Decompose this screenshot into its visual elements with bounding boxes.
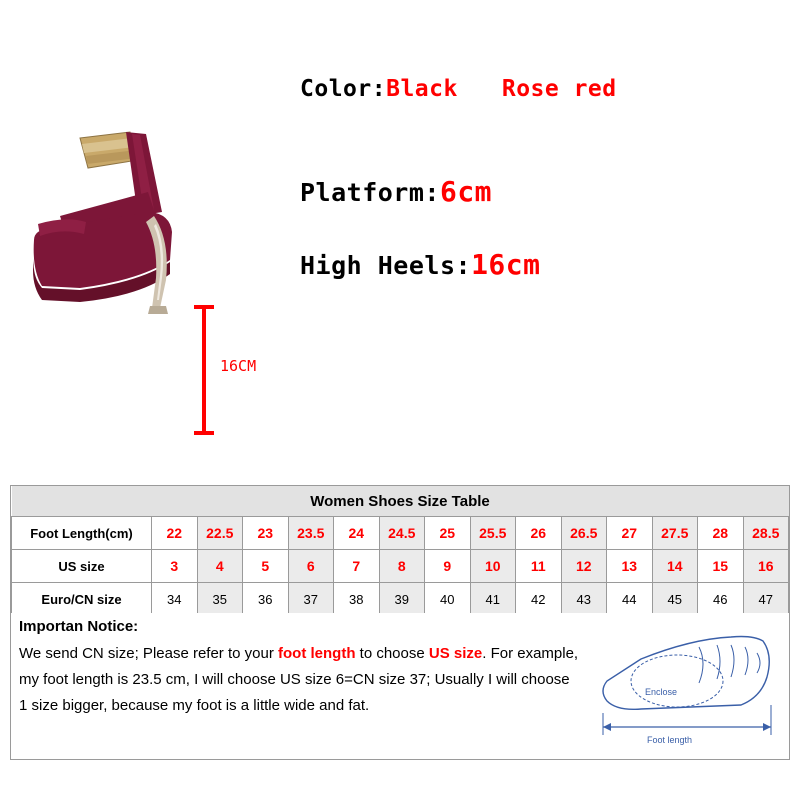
color-value-rose-red: Rose red	[501, 76, 617, 102]
important-notice	[10, 613, 790, 760]
table-title-row	[12, 486, 789, 517]
cell: 46	[698, 583, 744, 616]
cell: 27	[607, 517, 653, 550]
cell: 34	[152, 583, 198, 616]
row-header-euro-cn-size: Euro/CN size	[12, 583, 152, 616]
cell: 24	[334, 517, 380, 550]
cell: 28.5	[743, 517, 789, 550]
foot-measurement-diagram	[581, 635, 781, 753]
size-table-grid	[11, 486, 789, 616]
cell: 35	[197, 583, 243, 616]
cell: 3	[152, 550, 198, 583]
cell: 37	[288, 583, 334, 616]
color-label: Color:	[300, 76, 387, 102]
row-header-us-size: US size	[12, 550, 152, 583]
cell: 6	[288, 550, 334, 583]
notice-body	[19, 641, 619, 719]
size-table	[10, 485, 790, 617]
cell: 12	[561, 550, 607, 583]
cell: 27.5	[652, 517, 698, 550]
cell: 16	[743, 550, 789, 583]
heels-label: High Heels:	[300, 251, 472, 280]
notice-line1-part1: We send CN size; Please refer to your	[19, 645, 278, 662]
cell: 41	[470, 583, 516, 616]
cell: 14	[652, 550, 698, 583]
cell: 4	[197, 550, 243, 583]
cell: 8	[379, 550, 425, 583]
notice-title: Importan Notice:	[19, 618, 139, 635]
cell: 47	[743, 583, 789, 616]
cell: 44	[607, 583, 653, 616]
cell: 40	[425, 583, 471, 616]
heels-spec-line	[300, 248, 541, 281]
cell: 25	[425, 517, 471, 550]
table-row	[12, 517, 789, 550]
platform-spec-line	[300, 175, 492, 208]
cell: 22.5	[197, 517, 243, 550]
cell: 24.5	[379, 517, 425, 550]
cell: 26.5	[561, 517, 607, 550]
cell: 39	[379, 583, 425, 616]
cell: 42	[516, 583, 562, 616]
shoe-illustration	[20, 120, 280, 375]
cell: 23	[243, 517, 289, 550]
platform-label: Platform:	[300, 178, 440, 207]
row-header-foot-length: Foot Length(cm)	[12, 517, 152, 550]
cell: 26	[516, 517, 562, 550]
measure-cap-bottom	[194, 431, 214, 435]
shoe-graphic-icon	[20, 120, 280, 330]
notice-line1-part5: . For example,	[482, 645, 579, 662]
cell: 15	[698, 550, 744, 583]
notice-line2: my foot length is 23.5 cm, I will choose US size 6=CN size 37; Usually I will choose	[19, 671, 570, 688]
measure-label: 16CM	[220, 357, 257, 375]
notice-line1-part3: to choose	[355, 645, 429, 662]
notice-line3: 1 size bigger, because my foot is a little wide and fat.	[19, 697, 370, 714]
measure-bar	[202, 305, 206, 435]
cell: 36	[243, 583, 289, 616]
cell: 25.5	[470, 517, 516, 550]
foot-length-label: Foot length	[647, 735, 693, 745]
notice-foot-length-emphasis: foot length	[278, 645, 356, 662]
color-value-black: Black	[386, 76, 458, 102]
cell: 9	[425, 550, 471, 583]
table-row	[12, 583, 789, 616]
heel-height-measurement	[198, 305, 258, 435]
cell: 28	[698, 517, 744, 550]
notice-us-size-emphasis: US size	[428, 645, 483, 662]
cell: 22	[152, 517, 198, 550]
table-row	[12, 550, 789, 583]
cell: 10	[470, 550, 516, 583]
cell: 11	[516, 550, 562, 583]
cell: 5	[243, 550, 289, 583]
enclose-label: Enclose	[645, 687, 678, 697]
heels-value: 16cm	[471, 248, 541, 281]
cell: 7	[334, 550, 380, 583]
table-title: Women Shoes Size Table	[12, 486, 789, 517]
cell: 13	[607, 550, 653, 583]
measure-cap-top	[194, 305, 214, 309]
platform-value: 6cm	[439, 175, 493, 208]
cell: 43	[561, 583, 607, 616]
color-spec-line	[300, 76, 617, 102]
cell: 38	[334, 583, 380, 616]
cell: 23.5	[288, 517, 334, 550]
cell: 45	[652, 583, 698, 616]
